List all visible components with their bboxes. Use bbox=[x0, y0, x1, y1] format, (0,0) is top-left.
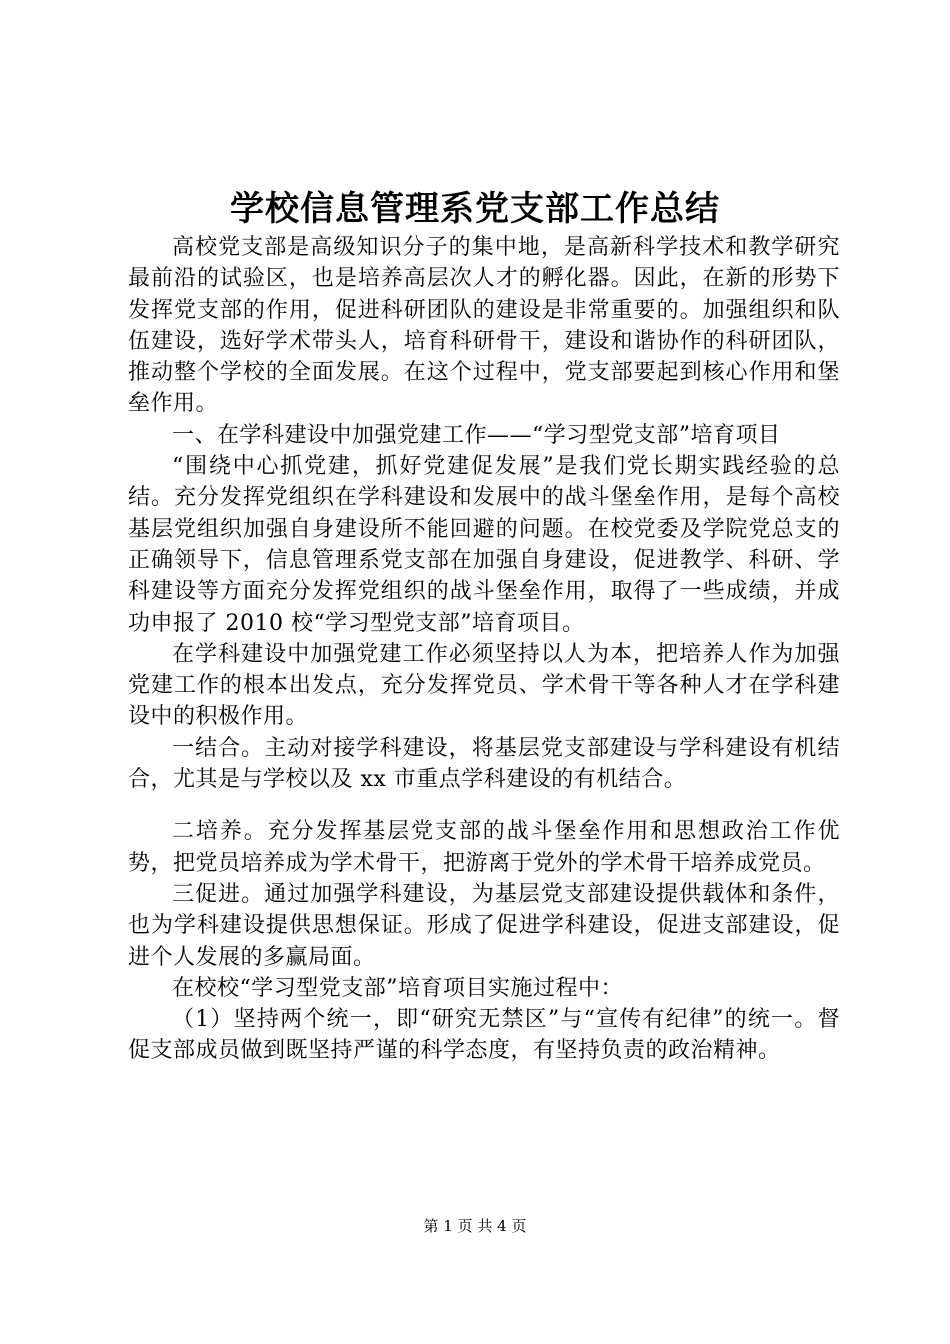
paragraph-two-cultivation: 二培养。充分发挥基层党支部的战斗堡垒作用和思想政治工作优势，把党员培养成为学术骨干，把游离于党外的学术骨干培养成党员。 bbox=[128, 819, 840, 876]
document-body bbox=[128, 232, 840, 1067]
paragraph-one-combination: 一结合。主动对接学科建设，将基层党支部建设与学科建设有机结合，尤其是与学校以及 xx 市重点学科建设的有机结合。 bbox=[128, 735, 840, 793]
document-title: 学校信息管理系党支部工作总结 bbox=[230, 189, 720, 229]
paragraph-section-heading: 一、在学科建设中加强党建工作——“学习型党支部”培育项目 bbox=[172, 422, 781, 448]
paragraph-three-promotion: 三促进。通过加强学科建设，为基层党支部建设提供载体和条件，也为学科建设提供思想保证。形成了促进学科建设，促进支部建设，促进个人发展的多赢局面。 bbox=[128, 881, 840, 970]
paragraph-people-oriented: 在学科建设中加强党建工作必须坚持以人为本，把培养人作为加强党建工作的根本出发点，充分发挥党员、学术骨干等各种人才在学科建设中的积极作用。 bbox=[128, 641, 840, 730]
paragraph-party-building: “围绕中心抓党建，抓好党建促发展”是我们党长期实践经验的总结。充分发挥党组织在学科建设和发展中的战斗堡垒作用，是每个高校基层党组织加强自身建设所不能回避的问题。在校党委及学院党总支的正确领导下，信息管理系党支部在加强自身建设，促进教学、科研、学科建设等方面充分发挥党组织的战斗堡垒作用，取得了一些成绩，并成功申报了 2010 校“学习型党支部”培育项目。 bbox=[128, 454, 840, 636]
paragraph-item-1: （1）坚持两个统一，即“研究无禁区”与“宣传有纪律”的统一。督促支部成员做到既坚持严谨的科学态度，有坚持负责的政治精神。 bbox=[128, 1007, 840, 1064]
paragraph-intro: 高校党支部是高级知识分子的集中地，是高新科学技术和教学研究最前沿的试验区，也是培养高层次人才的孵化器。因此，在新的形势下发挥党支部的作用，促进科研团队的建设是非常重要的。加强组织和队伍建设，选好学术带头人，培育科研骨干，建设和谐协作的科研团队，推动整个学校的全面发展。在这个过程中，党支部要起到核心作用和堡垒作用。 bbox=[128, 235, 840, 417]
paragraph-implementation: 在校校“学习型党支部”培育项目实施过程中： bbox=[172, 975, 623, 1001]
page-footer: 第 1 页 共 4 页 bbox=[423, 1217, 527, 1235]
